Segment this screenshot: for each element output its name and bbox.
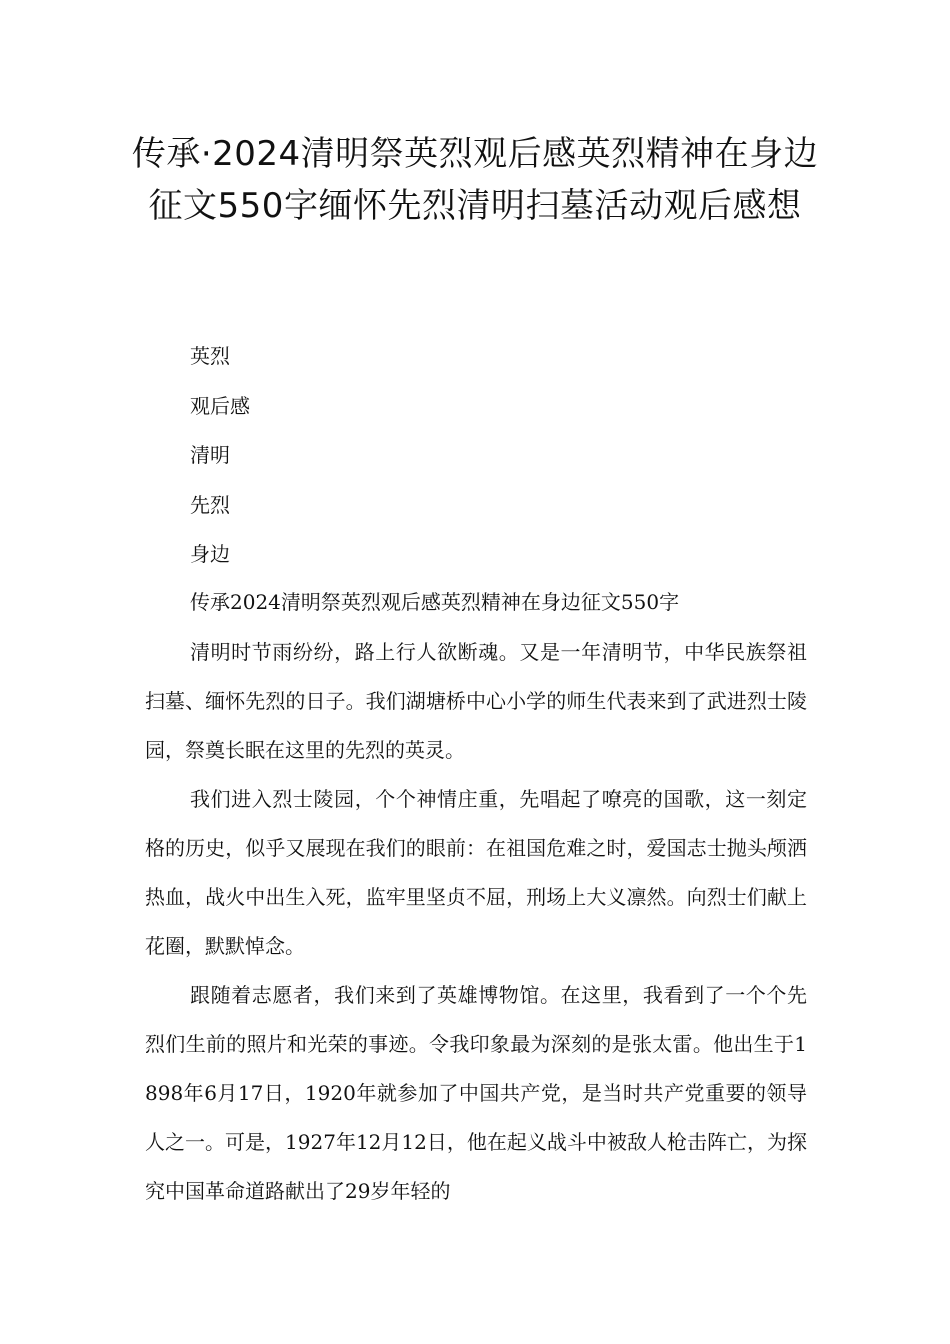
keyword-item: 先烈: [190, 492, 230, 517]
document-title: 传承·2024清明祭英烈观后感英烈精神在身边征文550字缅怀先烈清明扫墓活动观后感想: [131, 134, 819, 226]
keyword-item: 英烈: [190, 344, 230, 368]
keyword-item: 观后感: [190, 393, 250, 418]
body-paragraph: 我们进入烈士陵园，个个神情庄重，先唱起了嘹亮的国歌，这一刻定格的历史，似乎又展现在我们的眼前：在祖国危难之时，爱国志士抛头颅洒热血，战火中出生入死，监牢里坚贞不屈，刑场上大义凛然。向烈士们献上花圈，默默悼念。: [145, 787, 807, 958]
document-body: [145, 628, 807, 1216]
keyword-item: 清明: [190, 443, 230, 467]
body-paragraph: 跟随着志愿者，我们来到了英雄博物馆。在这里，我看到了一个个先烈们生前的照片和光荣的事迹。令我印象最为深刻的是张太雷。他出生于1898年6月17日，1920年就参加了中国共产党，是当时共产党重要的领导人之一。可是，1927年12月12日，他在起义战斗中被敌人枪击阵亡，为探究中国革命道路献出了29岁年轻的: [145, 983, 807, 1203]
document-subtitle: 传承2024清明祭英烈观后感英烈精神在身边征文550字: [190, 590, 680, 614]
keyword-list: [190, 332, 250, 580]
body-paragraph: 清明时节雨纷纷，路上行人欲断魂。又是一年清明节，中华民族祭祖扫墓、缅怀先烈的日子。我们湖塘桥中心小学的师生代表来到了武进烈士陵园，祭奠长眠在这里的先烈的英灵。: [145, 640, 807, 762]
keyword-item: 身边: [190, 542, 230, 566]
